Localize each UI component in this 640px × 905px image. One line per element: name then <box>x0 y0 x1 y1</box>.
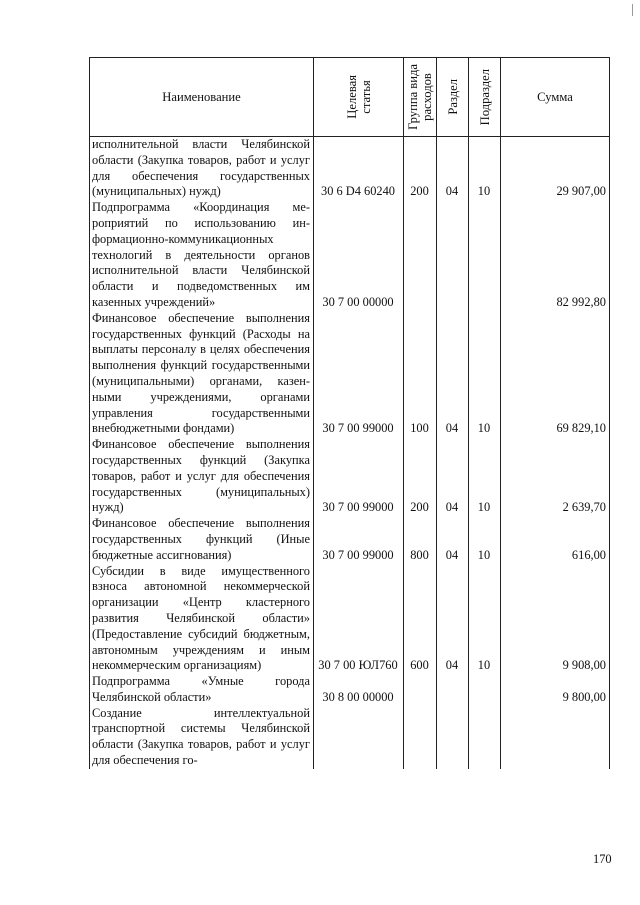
row-subsection: 10 <box>469 311 501 437</box>
row-target-item: 30 7 00 00000 <box>314 200 404 311</box>
row-expense-group: 100 <box>404 311 437 437</box>
budget-table-container <box>89 57 609 835</box>
row-target-item: 30 7 00 99000 <box>314 516 404 563</box>
table-row <box>90 674 610 706</box>
row-section <box>437 674 469 706</box>
table-row <box>90 706 610 769</box>
table-row <box>90 437 610 516</box>
row-expense-group <box>404 674 437 706</box>
row-amount: 2 639,70 <box>501 437 610 516</box>
table-header <box>90 58 610 137</box>
row-amount: 29 907,00 <box>501 137 610 201</box>
table-row <box>90 564 610 675</box>
row-subsection <box>469 674 501 706</box>
table-row <box>90 311 610 437</box>
row-section: 04 <box>437 311 469 437</box>
row-target-item: 30 8 00 00000 <box>314 674 404 706</box>
row-section: 04 <box>437 516 469 563</box>
header-target-item: Целевая статья <box>314 58 404 137</box>
row-name: исполнительной власти Челябинской области (Закупка товаров, работ и услуг для обеспечения государственных (муниципальных) нужд) <box>90 137 314 201</box>
row-name: Финансовое обеспечение выполнения государственных функций (Закупка товаров, работ и услуг для обеспечения государственных (муниципальных) нужд) <box>90 437 314 516</box>
table-row <box>90 137 610 201</box>
row-amount: 69 829,10 <box>501 311 610 437</box>
table-row <box>90 516 610 563</box>
header-section: Раздел <box>437 58 469 137</box>
header-subsection: Подраздел <box>469 58 501 137</box>
row-subsection: 10 <box>469 516 501 563</box>
row-target-item <box>314 706 404 769</box>
row-target-item: 30 7 00 99000 <box>314 311 404 437</box>
row-name: Субсидии в виде имущественного взноса автономной некоммерческой организации «Центр кластерного развития Челябинской области» (Предоставление субсидий бюджетным, автономным учреждениям и иным некоммерческим организациям) <box>90 564 314 675</box>
row-name: Создание интеллектуальной транспортной системы Челябинской области (Закупка товаров, работ и услуг для обеспечения го- <box>90 706 314 769</box>
row-subsection: 10 <box>469 137 501 201</box>
row-amount <box>501 706 610 769</box>
row-target-item: 30 6 D4 60240 <box>314 137 404 201</box>
scan-edge-mark <box>632 4 633 16</box>
row-section: 04 <box>437 437 469 516</box>
header-expense-group: Группа вида расходов <box>404 58 437 137</box>
row-target-item: 30 7 00 99000 <box>314 437 404 516</box>
header-name: Наименование <box>90 58 314 137</box>
row-name: Финансовое обеспечение выполнения государственных функций (Расходы на выплаты персоналу в целях обеспечения выполнения функций государственными (муниципальными) органами, казенными учреждениями, органами управления государственными внебюджетными фондами) <box>90 311 314 437</box>
budget-table <box>89 57 610 769</box>
row-amount: 82 992,80 <box>501 200 610 311</box>
row-amount: 9 800,00 <box>501 674 610 706</box>
row-expense-group <box>404 200 437 311</box>
row-subsection <box>469 200 501 311</box>
row-section: 04 <box>437 564 469 675</box>
row-amount: 9 908,00 <box>501 564 610 675</box>
table-row <box>90 200 610 311</box>
row-expense-group: 600 <box>404 564 437 675</box>
row-expense-group <box>404 706 437 769</box>
header-amount: Сумма <box>501 58 610 137</box>
row-amount: 616,00 <box>501 516 610 563</box>
row-name: Подпрограмма «Координация мероприятий по использованию информационно-коммуникационных технологий в деятельности органов исполнительной власти Челябинской области и подведомственных им казенных учреждений» <box>90 200 314 311</box>
row-subsection: 10 <box>469 437 501 516</box>
row-subsection: 10 <box>469 564 501 675</box>
row-target-item: 30 7 00 ЮЛ760 <box>314 564 404 675</box>
row-name: Подпрограмма «Умные города Челябинской области» <box>90 674 314 706</box>
row-expense-group: 200 <box>404 137 437 201</box>
row-section <box>437 706 469 769</box>
row-expense-group: 800 <box>404 516 437 563</box>
row-section <box>437 200 469 311</box>
row-name: Финансовое обеспечение выполнения государственных функций (Иные бюджетные ассигнования) <box>90 516 314 563</box>
row-expense-group: 200 <box>404 437 437 516</box>
row-section: 04 <box>437 137 469 201</box>
row-subsection <box>469 706 501 769</box>
page-number: 170 <box>593 852 612 866</box>
